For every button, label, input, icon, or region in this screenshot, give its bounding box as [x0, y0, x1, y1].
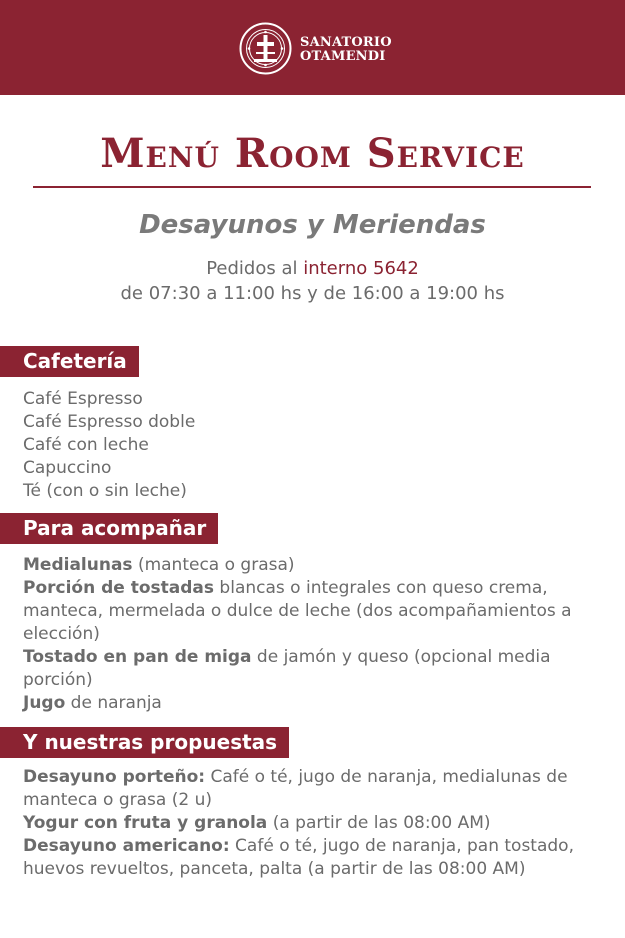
page-title: Menú Room Service: [100, 130, 525, 177]
item-name: Desayuno americano:: [23, 836, 230, 856]
order-extension-line: [0, 256, 625, 281]
brand-line-1: SANATORIO: [300, 35, 392, 50]
list-item: [23, 692, 608, 715]
item-description: de jamón y queso (opcional media porción): [23, 647, 551, 690]
list-item: Café con leche: [23, 435, 149, 455]
list-item: Té (con o sin leche): [23, 481, 187, 501]
order-extension: interno 5642: [303, 258, 419, 279]
brand-line-2: OTAMENDI: [300, 49, 386, 64]
page-subtitle: Desayunos y Meriendas: [139, 210, 486, 240]
propuestas-list: [23, 766, 608, 881]
sanatorio-seal-icon: [239, 22, 292, 75]
list-item: Café Espresso doble: [23, 412, 196, 432]
item-name: Porción de tostadas: [23, 578, 215, 598]
item-description: Café o té, jugo de naranja, medialunas de manteca o grasa (2 u): [23, 767, 568, 810]
list-item: [23, 812, 608, 835]
item-description: (a partir de las 08:00 AM): [267, 813, 491, 833]
item-description: blancas o integrales con queso crema, manteca, mermelada o dulce de leche (dos acompañamientos a elección): [23, 578, 572, 644]
acompanar-list: [23, 554, 608, 715]
section-heading-propuestas: Y nuestras propuestas: [0, 727, 289, 758]
order-prefix: Pedidos al: [206, 258, 298, 279]
item-description: (manteca o grasa): [132, 555, 295, 575]
section-heading-acompanar: Para acompañar: [0, 513, 218, 544]
order-hours: de 07:30 a 11:00 hs y de 16:00 a 19:00 hs: [120, 283, 505, 304]
list-item: [23, 554, 608, 577]
section-heading-cafeteria: Cafetería: [0, 346, 139, 377]
brand-logo[interactable]: [239, 22, 399, 76]
order-info: [0, 256, 625, 306]
header-bar: [0, 0, 625, 95]
title-divider: [33, 186, 591, 188]
list-item: [23, 766, 608, 812]
list-item: [23, 835, 608, 881]
list-item: [23, 646, 608, 692]
cafeteria-list: [23, 388, 608, 503]
list-item: Café Espresso: [23, 389, 143, 409]
item-name: Tostado en pan de miga: [23, 647, 252, 667]
item-name: Desayuno porteño:: [23, 767, 206, 787]
item-description: Café o té, jugo de naranja, pan tostado, huevos revueltos, panceta, palta (a partir de las 08:00 AM): [23, 836, 574, 879]
item-name: Medialunas: [23, 555, 133, 575]
item-name: Jugo: [23, 693, 66, 713]
list-item: [23, 577, 608, 646]
brand-name: [300, 36, 392, 64]
list-item: Capuccino: [23, 458, 112, 478]
item-name: Yogur con fruta y granola: [23, 813, 268, 833]
item-description: de naranja: [65, 693, 162, 713]
